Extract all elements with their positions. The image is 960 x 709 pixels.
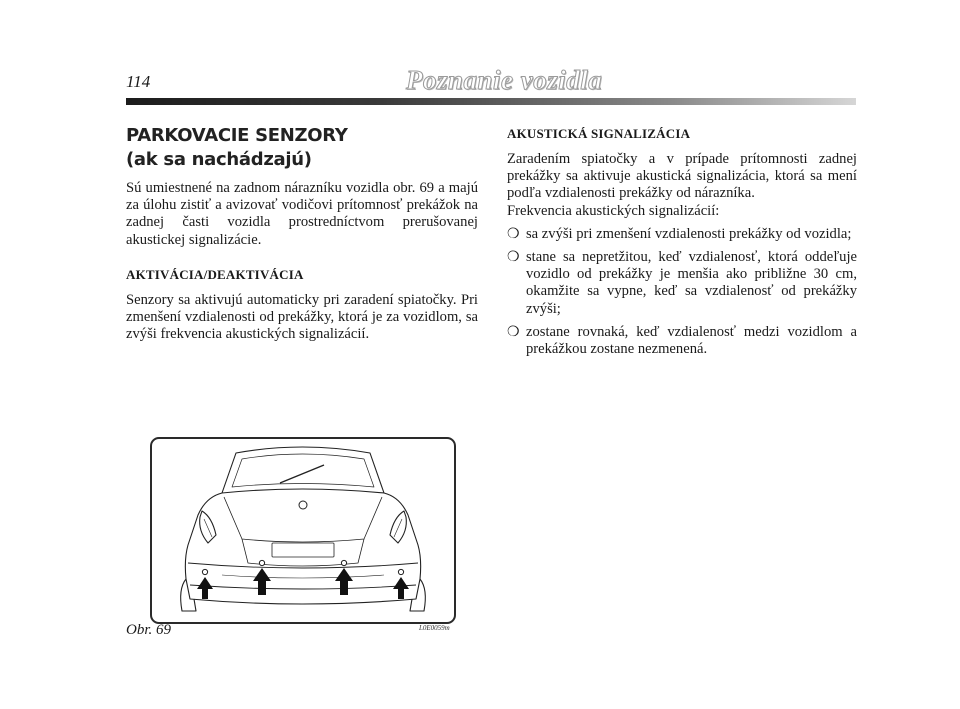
rear-bumper	[188, 563, 418, 568]
bullet-text: zostane rovnaká, keď vzdialenosť medzi vozidlom a prekážkou zostane nezmenená.	[526, 323, 857, 358]
bumper-lower-line	[190, 585, 416, 589]
arrow-up-icon	[335, 568, 353, 595]
brand-badge	[299, 501, 307, 509]
figure-code: L0E0059m	[419, 624, 450, 632]
bullet-text: stane sa nepretžitou, keď vzdialenosť, ktorá oddeľuje vozidlo od prekážky je menšia ako približne 30 cm, okamžite sa vypne, keď sa vzdialenosť od prekážky zvýši;	[526, 249, 857, 317]
page-number: 114	[126, 72, 151, 91]
acoustic-intro-paragraph: Zaradením spiatočky a v prípade prítomnosti zadnej prekážky sa aktivuje akustická signalizácia, ktorá sa mení podľa vzdialenosti prekážky od nárazníka.	[507, 151, 857, 202]
bumper-trim	[222, 575, 384, 578]
rear-window-inner	[232, 454, 374, 487]
parking-sensor	[398, 569, 403, 574]
bullet-list	[507, 226, 857, 358]
body-outline	[185, 493, 420, 604]
license-plate	[272, 543, 334, 557]
section-title: Poznanie vozidla	[406, 65, 603, 95]
wiper	[280, 465, 324, 483]
right-column	[507, 124, 857, 364]
arrow-up-icon	[393, 577, 409, 599]
list-item	[507, 324, 857, 358]
parking-sensor	[341, 560, 346, 565]
tailgate-panel	[224, 497, 382, 542]
right-tail-light-detail	[394, 519, 402, 537]
activation-paragraph: Senzory sa aktivujú automaticky pri zaradení spiatočky. Pri zmenšení vzdialenosti od prekážky, ktorá je za vozidlom, sa zvýši frekvencia akustických signalizácií.	[126, 291, 478, 343]
heading-line-2: (ak sa nachádzajú)	[126, 149, 312, 170]
acoustic-heading: AKUSTICKÁ SIGNALIZÁCIA	[507, 126, 691, 141]
figure-frame	[150, 437, 456, 624]
circle-bullet-icon: ❍	[507, 324, 520, 340]
header-rule	[126, 98, 856, 105]
frequency-label: Frekvencia akustických signalizácií:	[507, 202, 720, 219]
list-item	[507, 249, 857, 318]
right-wheel-arch	[410, 579, 425, 611]
bullet-text: sa zvýši pri zmenšení vzdialenosti prekážky od vozidla;	[526, 225, 852, 242]
parking-sensor	[259, 560, 264, 565]
heading-line-1: PARKOVACIE SENZORY	[126, 125, 348, 146]
main-heading	[126, 124, 478, 172]
intro-paragraph: Sú umiestnené na zadnom nárazníku vozidla obr. 69 a majú za úlohu zistiť a avizovať vodičovi prítomnosť prekážok na zadnej časti vozidla prostredníctvom prerušovanej akustickej signalizácie.	[126, 180, 478, 248]
left-tail-light-detail	[204, 519, 212, 537]
figure-caption: Obr. 69	[126, 622, 172, 638]
activation-heading: AKTIVÁCIA/DEAKTIVÁCIA	[126, 266, 304, 282]
parking-sensor	[202, 569, 207, 574]
arrow-up-icon	[197, 577, 213, 599]
car-rear-illustration	[152, 439, 454, 622]
list-item	[507, 226, 857, 243]
arrow-up-icon	[253, 568, 271, 595]
circle-bullet-icon: ❍	[507, 250, 520, 266]
left-column	[126, 124, 478, 343]
left-wheel-arch	[181, 579, 196, 611]
circle-bullet-icon: ❍	[507, 226, 520, 242]
